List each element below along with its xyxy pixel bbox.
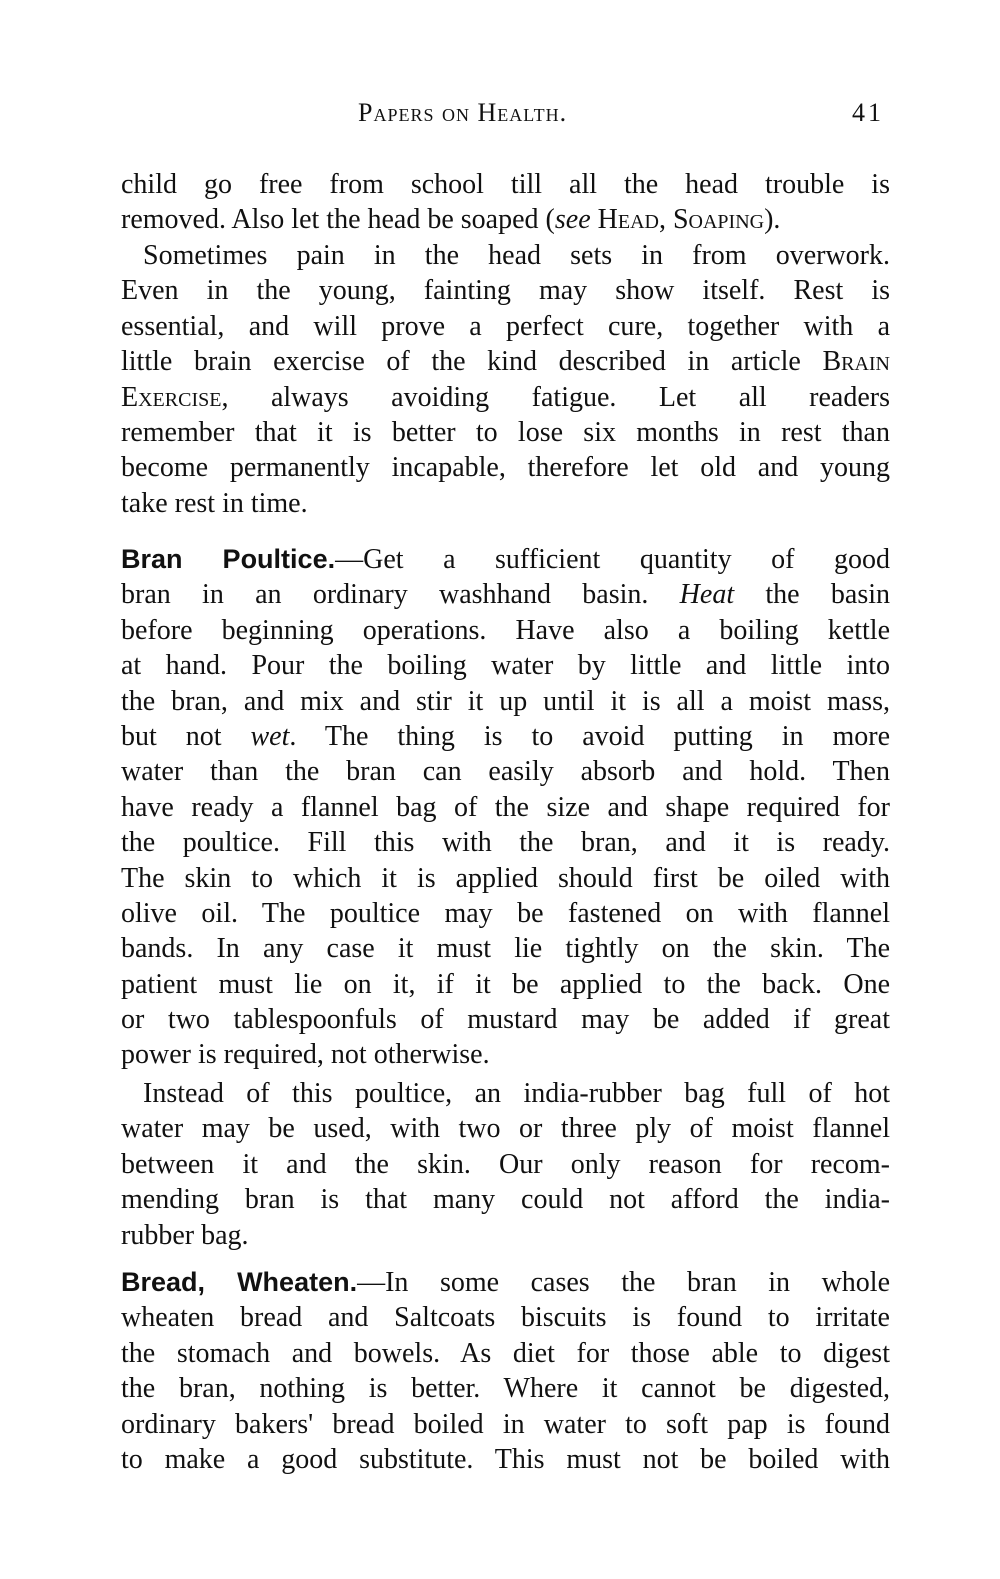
text-line xyxy=(121,613,890,648)
text-line xyxy=(121,1147,890,1182)
text-segment: removed. Also let the head be soaped ( xyxy=(121,204,555,236)
text-segment: water may be used, with two or three ply of moist flannel xyxy=(121,1113,890,1145)
entry-heading: Bran Poultice. xyxy=(121,544,336,574)
text-line xyxy=(121,1037,890,1072)
text-segment: . The thing is to avoid putting in more xyxy=(289,720,890,752)
text-line xyxy=(121,1218,890,1253)
text-segment: become permanently incapable, therefore let old and young xyxy=(121,452,890,484)
text-segment: essential, and will prove a perfect cure, together with a xyxy=(121,310,890,342)
small-caps-text: Exercise xyxy=(121,381,222,413)
text-segment: patient must lie on it, if it be applied to the back. One xyxy=(121,968,890,1000)
text-segment: wheaten bread and Saltcoats biscuits is found to irritate xyxy=(121,1302,890,1334)
text-line xyxy=(121,931,890,966)
text-segment: ordinary bakers' bread boiled in water to soft pap is found xyxy=(121,1408,890,1440)
italic-text: see xyxy=(554,204,591,236)
text-line xyxy=(121,486,890,521)
text-segment: bran in an ordinary washhand basin. xyxy=(121,579,680,611)
text-line xyxy=(121,1002,890,1037)
text-segment: rubber bag. xyxy=(121,1219,249,1251)
text-segment: child go free from school till all the head trouble is xyxy=(121,169,890,200)
text-segment: olive oil. The poultice may be fastened on with flannel xyxy=(121,897,890,929)
text-segment: at hand. Pour the boiling water by little and little into xyxy=(121,650,890,682)
text-segment: remember that it is better to lose six months in rest than xyxy=(121,416,890,448)
text-segment: the poultice. Fill this with the bran, and it is ready. xyxy=(121,827,890,859)
text-line xyxy=(121,967,890,1002)
text-line xyxy=(121,450,890,485)
text-segment: or two tablespoonfuls of mustard may be added if great xyxy=(121,1004,890,1036)
text-line xyxy=(121,1182,890,1217)
text-segment: Even in the young, fainting may show itself. Rest is xyxy=(121,275,890,307)
text-line xyxy=(121,238,890,273)
text-line xyxy=(121,1442,890,1477)
text-segment: water than the bran can easily absorb and hold. Then xyxy=(121,756,890,788)
text-line xyxy=(121,380,890,415)
text-segment: ). xyxy=(764,204,781,236)
italic-text: Heat xyxy=(679,579,735,611)
text-segment: —Get a sufficient quantity of good xyxy=(335,544,890,575)
text-line xyxy=(121,719,890,754)
text-segment: between it and the skin. Our only reason for recom- xyxy=(121,1148,890,1180)
text-segment: have ready a flannel bag of the size and shape required for xyxy=(121,791,890,823)
text-line xyxy=(121,861,890,896)
paragraph-continuation xyxy=(121,167,890,238)
text-segment: —In some cases the bran in whole xyxy=(357,1267,891,1298)
text-line xyxy=(121,1265,890,1300)
entry-heading: Bread, Wheaten. xyxy=(121,1267,358,1297)
text-line xyxy=(121,273,890,308)
entry-bread-wheaten xyxy=(121,1265,890,1477)
text-segment: to make a good substitute. This must not be boiled with xyxy=(121,1443,890,1475)
text-line xyxy=(121,542,890,577)
text-line xyxy=(121,825,890,860)
running-header-title: Papers on Health. xyxy=(358,98,568,127)
text-segment: before beginning operations. Have also a boiling kettle xyxy=(121,614,890,646)
entry-bran-poultice xyxy=(121,542,890,1073)
text-line xyxy=(121,1076,890,1111)
text-segment xyxy=(591,204,598,235)
text-segment: power is required, not otherwise. xyxy=(121,1039,490,1071)
small-caps-text: Brain xyxy=(822,346,890,378)
paragraph-india-rubber-bag xyxy=(121,1076,890,1253)
text-line xyxy=(121,648,890,683)
text-line xyxy=(121,344,890,379)
small-caps-text: Head, Soaping xyxy=(597,204,765,236)
text-segment: the bran, and mix and stir it up until it is all a moist mass, xyxy=(121,685,890,717)
text-line xyxy=(121,167,890,202)
text-segment: bands. In any case it must lie tightly on the skin. The xyxy=(121,933,890,965)
text-line xyxy=(121,1300,890,1335)
paragraph-overwork xyxy=(121,238,890,521)
text-segment: The skin to which it is applied should first be oiled with xyxy=(121,862,890,894)
text-segment: Instead of this poultice, an india-rubber bag full of hot xyxy=(143,1078,890,1109)
text-line xyxy=(121,754,890,789)
text-line xyxy=(121,896,890,931)
text-segment: little brain exercise of the kind described in article xyxy=(121,346,823,378)
text-segment: the basin xyxy=(734,579,891,611)
text-segment: Sometimes pain in the head sets in from overwork. xyxy=(143,240,890,271)
text-line xyxy=(121,1407,890,1442)
text-segment: , always avoiding fatigue. Let all readers xyxy=(221,381,890,413)
text-line xyxy=(121,1336,890,1371)
text-segment: the stomach and bowels. As diet for those able to digest xyxy=(121,1337,890,1369)
text-segment: but not xyxy=(121,720,251,752)
page-number: 41 xyxy=(852,98,884,127)
text-line xyxy=(121,309,890,344)
text-segment: mending bran is that many could not afford the india- xyxy=(121,1184,890,1216)
text-segment: take rest in time. xyxy=(121,487,308,519)
text-line xyxy=(121,202,890,237)
text-line xyxy=(121,1371,890,1406)
text-line xyxy=(121,790,890,825)
italic-text: wet xyxy=(250,720,290,752)
text-line xyxy=(121,415,890,450)
text-line xyxy=(121,577,890,612)
text-line xyxy=(121,684,890,719)
text-line xyxy=(121,1111,890,1146)
text-segment: the bran, nothing is better. Where it cannot be digested, xyxy=(121,1373,890,1405)
